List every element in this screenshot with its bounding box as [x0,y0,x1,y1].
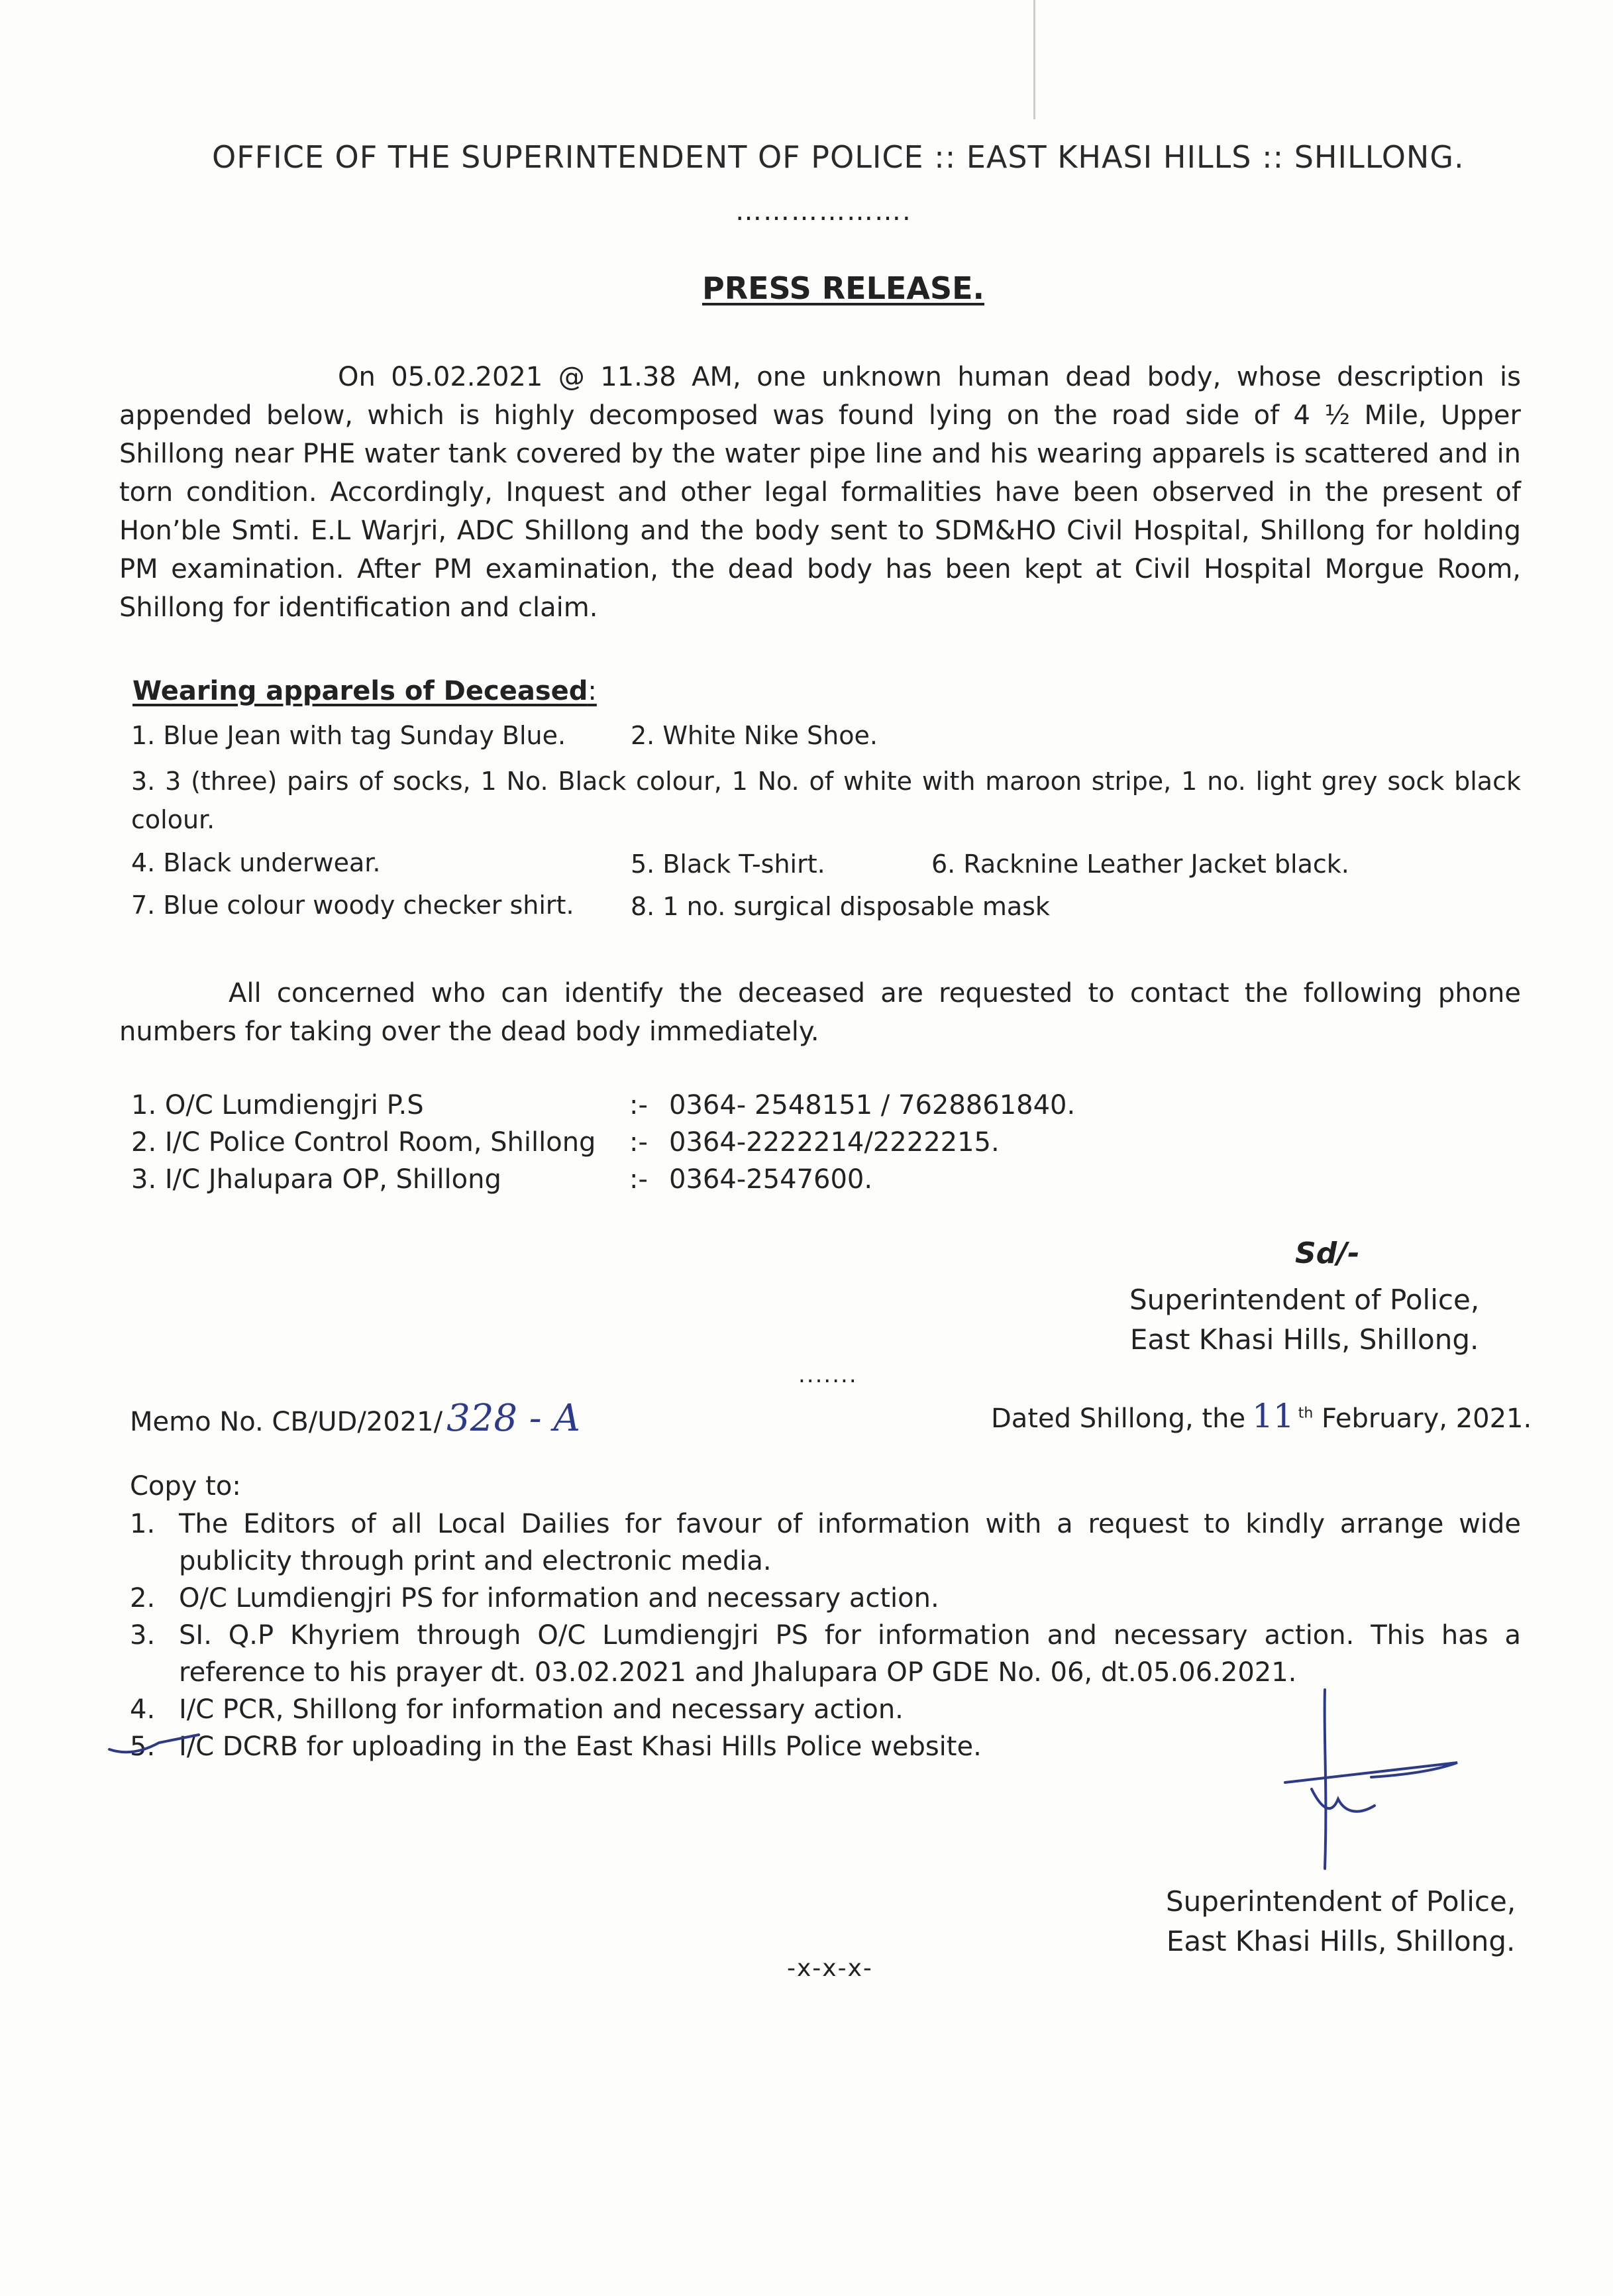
appeal-paragraph: All concerned who can identify the deceased are requested to contact the following phone numbers for taking over the dead body immediately. [119,978,1521,1047]
day-suffix: th [1298,1405,1314,1422]
apparel-item-5: 5. Black T-shirt. [631,849,825,879]
mid-divider-dots: ....... [798,1362,858,1388]
apparel-item-6: 6. Racknine Leather Jacket black. [931,849,1349,879]
office-header: OFFICE OF THE SUPERINTENDENT OF POLICE :: EAST KHASI HILLS :: SHILLONG. [212,139,1465,175]
apparels-heading [132,676,597,706]
list-item-number: 1. [130,1509,156,1539]
incident-paragraph: On 05.02.2021 @ 11.38 AM, one unknown human dead body, whose description is appended below, which is highly decomposed was found lying on the road side of 4 ½ Mile, Upper Shillong near PHE water tank covered by the water pipe line and his wearing apparels is scattered and in torn condition. Accordingly, Inquest and other legal formalities have been observed in the present of Hon’ble Smti. E.L Warjri, ADC Shillong and the body sent to SDM&HO Civil Hospital, Shillong for holding PM examination. After PM examination, the dead body has been kept at Civil Hospital Morgue Room, Shillong for identification and claim. [119,362,1521,623]
list-item [130,1505,1521,1580]
list-item-text: O/C Lumdiengjri PS for information and necessary action. [179,1583,939,1613]
contact-name-1: 1. O/C Lumdiengjri P.S [131,1090,424,1121]
dated-suffix: February, 2021. [1322,1403,1532,1434]
press-release-title: PRESS RELEASE. [702,270,984,306]
contact-phone-3: 0364-2547600. [669,1164,873,1195]
pen-tick-mark [106,1723,205,1763]
list-item-number: 5. [130,1731,156,1762]
dated-prefix: Dated Shillong, the [991,1403,1246,1434]
memo-number [130,1397,580,1440]
contact-name-3: 3. I/C Jhalupara OP, Shillong [131,1164,501,1195]
apparel-item-2: 2. White Nike Shoe. [631,721,878,750]
apparel-item-7: 7. Blue colour woody checker shirt. [131,891,574,920]
list-item-text: SI. Q.P Khyriem through O/C Lumdiengjri PS for information and necessary action. This has a reference to his prayer dt. 03.02.2021 and Jhalupara OP GDE No. 06, dt.05.06.2021. [179,1620,1521,1688]
apparel-item-1: 1. Blue Jean with tag Sunday Blue. [131,721,566,750]
apparel-item-3: 3. 3 (three) pairs of socks, 1 No. Black colour, 1 No. of white with maroon stripe, 1 no. light grey sock black colour. [131,767,1521,834]
apparels-heading-text: Wearing apparels of Deceased [132,676,588,706]
dated-handwritten-day: 11 [1252,1397,1294,1435]
list-item-number: 3. [130,1620,156,1651]
handwritten-signature [1259,1683,1477,1882]
signatory-title-2: Superintendent of Police, [1166,1885,1516,1918]
apparel-item-4: 4. Black underwear. [131,848,381,877]
contact-sep-2: :- [629,1127,648,1158]
contact-name-2: 2. I/C Police Control Room, Shillong [131,1127,596,1158]
list-item-text: I/C DCRB for uploading in the East Khasi Hills Police website. [179,1731,982,1762]
list-item-number: 2. [130,1583,156,1613]
apparel-item-8: 8. 1 no. surgical disposable mask [631,892,1050,921]
apparels-heading-colon: : [588,676,597,706]
list-item [130,1580,1521,1617]
contact-phone-1: 0364- 2548151 / 7628861840. [669,1090,1076,1121]
sd-mark: Sd/- [1295,1236,1360,1270]
signatory-office-1: East Khasi Hills, Shillong. [1129,1323,1479,1356]
signatory-block-2 [1166,1882,1516,1961]
list-item-text: I/C PCR, Shillong for information and necessary action. [179,1694,904,1725]
contact-sep-3: :- [629,1164,648,1195]
contact-phone-2: 0364-2222214/2222215. [669,1127,1000,1158]
dated-line [991,1397,1532,1435]
list-item-text: The Editors of all Local Dailies for favour of information with a request to kindly arrange wide publicity through print and electronic media. [179,1509,1521,1576]
signatory-block-1 [1129,1280,1479,1360]
list-item-number: 4. [130,1694,156,1725]
end-mark: -x-x-x- [787,1955,873,1982]
list-item [130,1617,1521,1691]
signatory-title-1: Superintendent of Police, [1129,1284,1480,1316]
copy-to-heading: Copy to: [130,1471,241,1502]
memo-prefix: Memo No. CB/UD/2021/ [130,1407,443,1437]
memo-handwritten-number: 328 - A [446,1397,580,1440]
header-divider-dots: ………………. [735,196,912,227]
scan-artifact [1033,0,1035,119]
contact-sep-1: :- [629,1090,648,1121]
signatory-office-2: East Khasi Hills, Shillong. [1166,1925,1516,1957]
